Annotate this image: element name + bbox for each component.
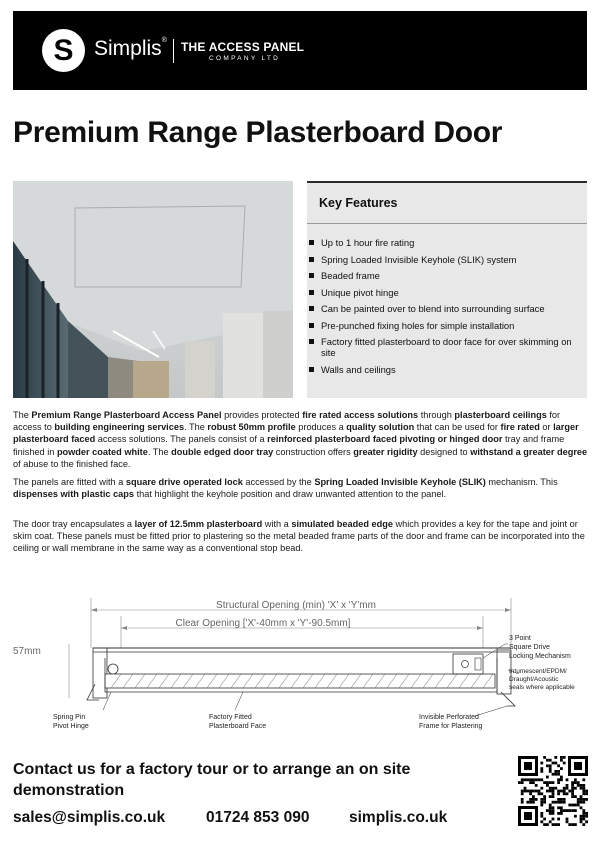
- text-segment: . The: [184, 422, 208, 433]
- list-item: [307, 287, 575, 298]
- bold-text-segment: plasterboard ceilings: [454, 410, 547, 420]
- qr-code-icon[interactable]: [518, 756, 588, 826]
- key-features-divider: [307, 223, 587, 224]
- perforated-frame-label: Invisible Perforated Frame for Plastering: [419, 714, 483, 730]
- bold-text-segment: robust 50mm profile: [207, 422, 296, 433]
- text-segment: access solutions. The panels consist of a: [95, 434, 268, 445]
- brand-divider: [173, 39, 174, 63]
- plasterboard-face-label: Factory Fitted Plasterboard Face: [209, 714, 267, 730]
- feature-text: Unique pivot hinge: [321, 286, 399, 298]
- registered-mark: ®: [161, 37, 167, 44]
- email-link[interactable]: sales@simplis.co.uk: [13, 809, 166, 826]
- feature-text: Pre-punched fixing holes for simple installation: [321, 319, 515, 331]
- square-bullet-icon: [309, 290, 314, 295]
- bold-text-segment: withstand a greater degree: [470, 446, 588, 457]
- feature-text: Beaded frame: [321, 270, 380, 281]
- text-segment: produces a: [295, 422, 347, 433]
- company-name-line1: THE ACCESS PANEL: [181, 40, 305, 54]
- seal-label: Intumescent/EPDM/ Draught/Acoustic seals where applicable: [509, 668, 575, 691]
- door-tray-paragraph: [13, 518, 589, 555]
- text-segment: accessed by the: [242, 477, 315, 487]
- bold-text-segment: fire rated: [500, 422, 540, 433]
- text-segment: construction offers: [273, 446, 354, 457]
- key-features-list: [307, 237, 587, 380]
- bold-text-segment: powder coated white: [56, 446, 148, 457]
- company-name-line2: COMPANY LTD: [209, 55, 281, 62]
- text-segment: which provides a key for the tape and joint or skim coat. These panels must be fitted prior to plastering so the metal beaded frame parts of the door and frame can be incorporated into the ceiling or wall membrane in the same way as a conventional stop bead.: [13, 519, 585, 554]
- square-bullet-icon: [309, 273, 314, 278]
- bold-text-segment: layer of 12.5mm plasterboard: [134, 519, 263, 529]
- list-item: [307, 336, 575, 358]
- section-diagram: [13, 588, 589, 738]
- bold-text-segment: dispenses with plastic caps: [13, 489, 135, 500]
- phone-link[interactable]: 01724 853 090: [206, 809, 310, 826]
- square-bullet-icon: [309, 306, 314, 311]
- text-segment: tray and frame finished in: [13, 434, 565, 457]
- list-item: [307, 303, 575, 314]
- square-bullet-icon: [309, 240, 314, 245]
- square-bullet-icon: [309, 339, 314, 344]
- bold-text-segment: greater rigidity: [353, 446, 418, 457]
- page-title: Premium Range Plasterboard Door: [13, 116, 503, 149]
- list-item: [307, 254, 575, 265]
- feature-text: Spring Loaded Invisible Keyhole (SLIK) system: [321, 253, 517, 265]
- list-item: [307, 364, 575, 375]
- lock-paragraph: [13, 476, 589, 500]
- feature-text: Up to 1 hour fire rating: [321, 237, 415, 248]
- feature-text: Walls and ceilings: [321, 363, 396, 375]
- simplis-s-logo-icon: S: [42, 29, 85, 72]
- square-bullet-icon: [309, 323, 314, 328]
- brand-name: [94, 37, 167, 61]
- key-features-panel: [307, 181, 587, 398]
- text-segment: through: [418, 410, 455, 420]
- bold-text-segment: building engineering services: [54, 422, 185, 433]
- text-segment: with a: [262, 519, 292, 529]
- text-segment: for access to: [13, 410, 561, 433]
- product-photo: [13, 181, 293, 398]
- text-segment: mechanism. This: [485, 477, 558, 487]
- text-segment: . The: [147, 446, 172, 457]
- text-segment: that highlight the keyhole position and draw unwanted attention to the panel.: [134, 489, 447, 500]
- list-item: [307, 320, 575, 331]
- text-segment: The panels are fitted with a: [13, 477, 126, 487]
- brand-text: Simplis: [94, 37, 162, 60]
- text-segment: or: [539, 422, 554, 433]
- key-features-title: Key Features: [319, 196, 398, 210]
- bold-text-segment: double edged door tray: [171, 446, 274, 457]
- square-bullet-icon: [309, 257, 314, 262]
- contact-headline: Contact us for a factory tour or to arrange an on site demonstration: [13, 761, 411, 799]
- bold-text-segment: Premium Range Plasterboard Access Panel: [31, 410, 222, 420]
- text-segment: of abuse to the finished face.: [13, 458, 131, 469]
- header-bar: [13, 11, 587, 90]
- bold-text-segment: simulated beaded edge: [291, 519, 393, 529]
- text-segment: provides protected: [221, 410, 303, 420]
- depth-label: 57mm: [13, 646, 41, 657]
- text-segment: designed to: [417, 446, 471, 457]
- bold-text-segment: reinforced plasterboard faced pivoting or hinged door: [267, 434, 503, 445]
- lock-mechanism-label: 3 Point Square Drive Locking Mechanism: [509, 635, 571, 660]
- bold-text-segment: Spring Loaded Invisible Keyhole (SLIK): [314, 477, 486, 487]
- list-item: [307, 270, 575, 281]
- hinge-label: Spring Pin Pivot Hinge: [53, 714, 89, 730]
- description-paragraph: [13, 409, 589, 470]
- structural-opening-label: Structural Opening (min) 'X' x 'Y'mm: [216, 600, 376, 611]
- text-segment: that can be used for: [414, 422, 501, 433]
- text-segment: The: [13, 410, 32, 420]
- bold-text-segment: fire rated access solutions: [302, 410, 419, 420]
- bold-text-segment: square drive operated lock: [125, 477, 243, 487]
- clear-opening-label: Clear Opening ['X'-40mm x 'Y'-90.5mm]: [175, 618, 351, 629]
- bold-text-segment: larger plasterboard faced: [13, 422, 579, 445]
- list-item: [307, 237, 575, 248]
- bold-text-segment: quality solution: [346, 422, 415, 433]
- website-link[interactable]: simplis.co.uk: [349, 809, 448, 826]
- text-segment: The door tray encapsulates a: [13, 519, 135, 529]
- feature-text: Can be painted over to blend into surrounding surface: [321, 303, 545, 314]
- feature-text: Factory fitted plasterboard to door face for over skimming on site: [321, 336, 572, 359]
- square-bullet-icon: [309, 367, 314, 372]
